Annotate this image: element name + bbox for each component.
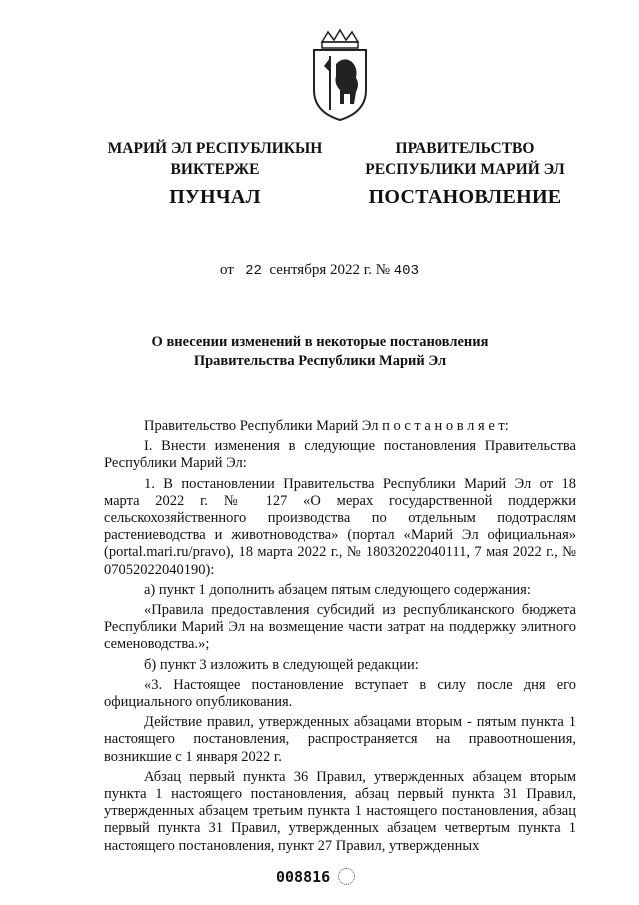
subject-line1: О внесении изменений в некоторые постановления bbox=[151, 334, 489, 350]
mari-el-coat-of-arms-icon bbox=[300, 28, 380, 124]
paragraph: б) пункт 3 изложить в следующей редакции: bbox=[144, 656, 419, 673]
paragraph: Действие правил, утвержденных абзацами вторым - пятым пункта 1 настоящего постановления, распространяется на правоотношения, возникшие с 1 января 2022 г. bbox=[104, 714, 576, 765]
date-month-year: сентября 2022 г. № bbox=[269, 262, 391, 278]
document-body bbox=[104, 418, 576, 858]
dotted-circle-icon bbox=[338, 868, 355, 885]
header-left-line2: ВИКТЕРЖЕ bbox=[170, 161, 260, 178]
paragraph: Абзац первый пункта 36 Правил, утвержденных абзацем вторым пункта 1 настоящего постановления, абзац первый пункта 31 Правил, утвержденных абзацем третьим пункта 1 настоящего постановления, абзац первый пункта 31 Правил, утвержденных абзацем четвертым пункта 1 настоящего постановления, пункт 27 Правил, утвержденных bbox=[104, 768, 576, 854]
serial-number-stamp bbox=[276, 868, 355, 886]
header-left-block bbox=[92, 138, 338, 208]
paragraph: «3. Настоящее постановление вступает в силу после дня его официального опубликования. bbox=[104, 676, 576, 711]
paragraph: Правительство Республики Марий Эл п о с т а н о в л я е т: bbox=[144, 418, 509, 434]
paragraph: I. Внести изменения в следующие постановления Правительства Республики Марий Эл: bbox=[104, 438, 576, 472]
document-dateline bbox=[0, 262, 639, 279]
paragraph: 1. В постановлении Правительства Республики Марий Эл от 18 марта 2022 г. № 127 «О мерах государственной поддержки сельскохозяйственного производства по отдельным подотраслям растениеводства и животноводства» (портал «Марий Эл официальная» (portal.mari.ru/pravo), 18 марта 2022 г., № 18032022040111, 7 мая 2022 г., № 07052022040190): bbox=[104, 475, 576, 578]
header-right-block bbox=[352, 138, 578, 208]
paragraph: «Правила предоставления субсидий из республиканского бюджета Республики Марий Эл на возмещение части затрат на поддержку элитного семеноводства.»; bbox=[104, 602, 576, 653]
document-number: 403 bbox=[393, 263, 419, 279]
header-right-line2: РЕСПУБЛИКИ МАРИЙ ЭЛ bbox=[365, 161, 565, 178]
header-left-line1: МАРИЙ ЭЛ РЕСПУБЛИКЫН bbox=[107, 140, 323, 157]
subject-line2: Правительства Республики Марий Эл bbox=[193, 353, 447, 369]
document-subject bbox=[90, 333, 550, 371]
header-right-title: ПОСТАНОВЛЕНИЕ bbox=[368, 186, 562, 208]
date-day: 22 bbox=[245, 263, 262, 279]
serial-number: 008816 bbox=[276, 868, 331, 886]
header-right-line1: ПРАВИТЕЛЬСТВО bbox=[395, 140, 535, 157]
date-prefix: от bbox=[220, 262, 234, 278]
header-left-title: ПУНЧАЛ bbox=[169, 186, 261, 208]
paragraph: а) пункт 1 дополнить абзацем пятым следующего содержания: bbox=[144, 581, 531, 598]
